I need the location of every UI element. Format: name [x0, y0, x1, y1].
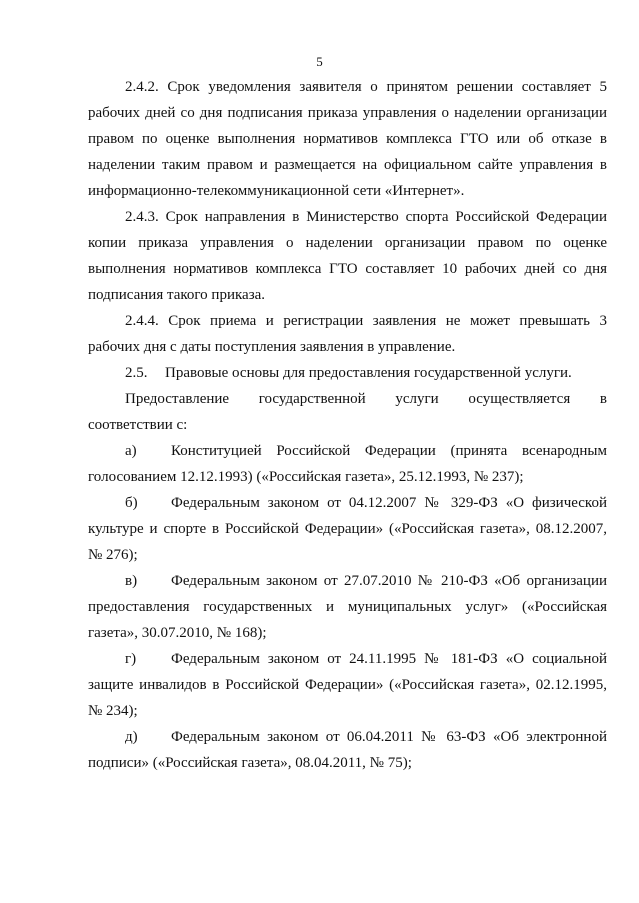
list-item	[88, 438, 607, 490]
list-item	[88, 490, 607, 568]
list-item-text: Федеральным законом от 04.12.2007 № 329-ФЗ «О физической культуре и спорте в Российской Федерации» («Российская газета», 08.12.2007, № 276);	[88, 495, 607, 563]
paragraph-2-4-4: 2.4.4. Срок приема и регистрации заявления не может превышать 3 рабочих дня с даты поступления заявления в управление.	[88, 313, 607, 355]
list-item	[88, 646, 607, 724]
list-marker: а)	[125, 443, 137, 459]
list-marker: д)	[125, 729, 138, 745]
list-item-text: Федеральным законом от 27.07.2010 № 210-ФЗ «Об организации предоставления государственных и муниципальных услуг» («Российская газета», 30.07.2010, № 168);	[88, 573, 607, 641]
list-item-text: Федеральным законом от 06.04.2011 № 63-ФЗ «Об электронной подписи» («Российская газета», 08.04.2011, № 75);	[88, 729, 607, 771]
page-number: 5	[316, 54, 323, 69]
intro-line-continuation: соответствии с:	[88, 417, 188, 433]
list-item-text: Федеральным законом от 24.11.1995 № 181-ФЗ «О социальной защите инвалидов в Российской Федерации» («Российская газета», 02.12.1995, № 234);	[88, 651, 607, 719]
list-marker: в)	[125, 573, 138, 589]
legal-basis-list	[88, 438, 607, 776]
list-marker: г)	[125, 651, 137, 667]
paragraph-2-4-2: 2.4.2. Срок уведомления заявителя о принятом решении составляет 5 рабочих дней со дня подписания приказа управления о наделении организации правом по оценке выполнения нормативов комплекса ГТО или об отказе в наделении таким правом и размещается на официальном сайте управления в информационно-телекоммуникационной сети «Интернет».	[88, 79, 607, 199]
list-item	[88, 724, 607, 776]
list-item	[88, 568, 607, 646]
section-2-5-title: Правовые основы для предоставления государственной услуги.	[165, 365, 572, 381]
section-2-5-number: 2.5.	[125, 365, 148, 381]
section-2-5-heading	[88, 360, 607, 386]
intro-line: Предоставление государственной услуги осуществляется в	[125, 391, 607, 407]
list-marker: б)	[125, 495, 138, 511]
document-body	[88, 74, 607, 776]
paragraph-2-4-3: 2.4.3. Срок направления в Министерство спорта Российской Федерации копии приказа управления о наделении организации правом по оценке выполнения нормативов комплекса ГТО составляет 10 рабочих дней со дня подписания такого приказа.	[88, 209, 607, 303]
list-item-text: Конституцией Российской Федерации (принята всенародным голосованием 12.12.1993) («Российская газета», 25.12.1993, № 237);	[88, 443, 607, 485]
